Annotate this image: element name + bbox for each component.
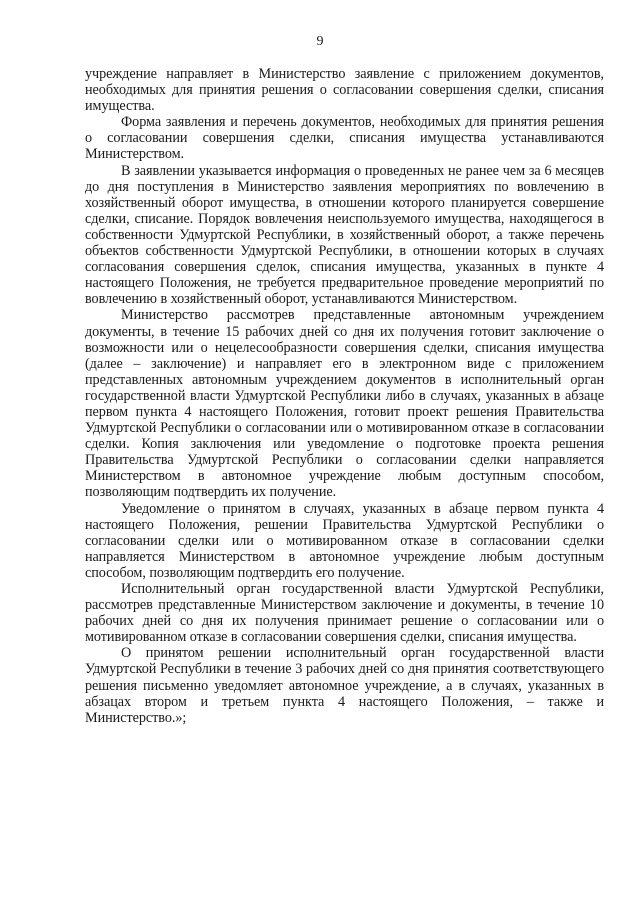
paragraph-application-form: Форма заявления и перечень документов, необходимых для принятия решения о согласовании совершения сделки, списания имущества устанавливаются Министерством. bbox=[85, 114, 604, 163]
paragraph-ministry-review: Министерство рассмотрев представленные автономным учреждением документы, в течение 15 рабочих дней со дня их получения готовит заключение о возможности или о нецелесообразности совершения сделки, списания имущества (далее – заключение) и направляет его в электронном виде с приложением представленных автономным учреждением документов в исполнительный орган государственной власти Удмуртской Республики либо в случаях, указанных в абзаце первом пункта 4 настоящего Положения, готовит проект решения Правительства Удмуртской Республики о согласовании или о мотивированном отказе в согласовании сделки. Копия заключения или уведомление о подготовке проекта решения Правительства Удмуртской Республики о согласовании сделки направляется Министерством в автономное учреждение любым доступным способом, позволяющим подтвердить их получение. bbox=[85, 307, 604, 501]
paragraph-continuation: учреждение направляет в Министерство заявление с приложением документов, необходимых для принятия решения о согласовании совершения сделки, списания имущества. bbox=[85, 66, 604, 115]
paragraph-executive-body-decision: Исполнительный орган государственной власти Удмуртской Республики, рассмотрев представленные Министерством заключение и документы, в течение 10 рабочих дней со дня их получения принимает решение о согласовании или о мотивированном отказе в согласовании совершения сделки, списания имущества. bbox=[85, 581, 604, 646]
paragraph-decision-notice: О принятом решении исполнительный орган государственной власти Удмуртской Республики в течение 3 рабочих дней со дня принятия соответствующего решения письменно уведомляет автономное учреждение, а в случаях, указанных в абзацах втором и третьем пункта 4 настоящего Положения, – также и Министерство.»; bbox=[85, 645, 604, 726]
paragraph-notification: Уведомление о принятом в случаях, указанных в абзаце первом пункта 4 настоящего Положения, решении Правительства Удмуртской Республики о согласовании сделки или о мотивированном отказе в согласовании сделки направляется Министерством в автономное учреждение любым доступным способом, позволяющим подтвердить его получение. bbox=[85, 500, 604, 581]
document-body bbox=[85, 66, 604, 726]
page-number: 9 bbox=[316, 34, 324, 49]
paragraph-application-info: В заявлении указывается информация о проведенных не ранее чем за 6 месяцев до дня поступления в Министерство заявления мероприятиях по вовлечению в хозяйственный оборот имущества, в отношении которого планируется совершение сделки, списание. Порядок вовлечения неиспользуемого имущества, находящегося в собственности Удмуртской Республики, в хозяйственный оборот, а также перечень объектов собственности Удмуртской Республики, в отношении которых в случаях согласования совершения сделок, списания имущества, указанных в пункте 4 настоящего Положения, не требуется предварительное проведение мероприятий по вовлечению в хозяйственный оборот, устанавливаются Министерством. bbox=[85, 162, 604, 308]
